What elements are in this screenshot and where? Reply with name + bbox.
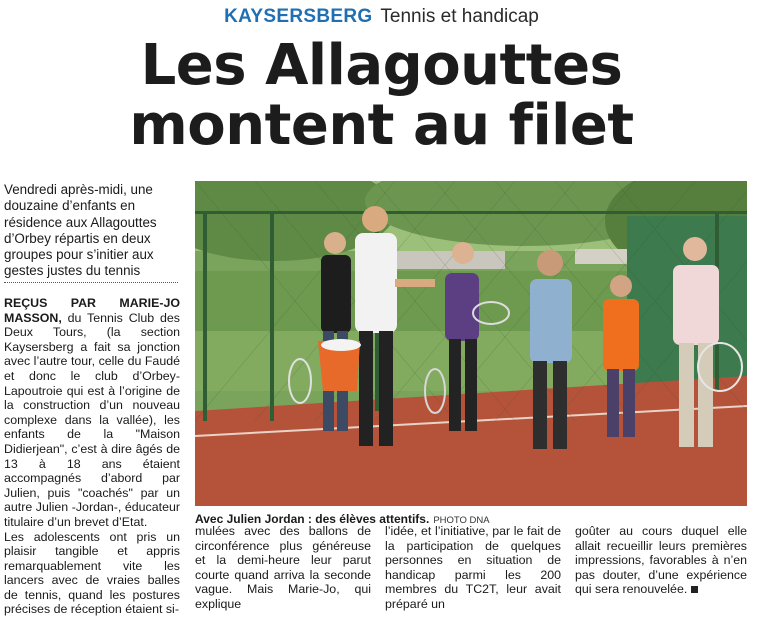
body-column-3: l’idée, et l’initiative, par le fait de la participation de quelques personnes en situation de handicap parmi les 200 membres du TC2T, leur avait préparé un [385, 524, 561, 611]
body-column-2: mulées avec des ballons de circonférence plus généreuse et la demi-heure leur parut courte quand arriva la seconde vague. Mais Marie-Jo, qui explique [195, 524, 371, 611]
body-column-4 [575, 524, 747, 597]
body-paragraph-1-text: du Tennis Club des Deux Tours, (la section Kaysersberg a fait sa jonction avec l’autre tour, celle du Faudé et donc le club d’Orbey-Lapoutroie qui est à l’origine de la construction d’un nouveau complexe dans la vallée), les enfants de la "Maison Didierjean", c’est à dire âgés de 13 à 18 ans étaient accompagnés d’abord par Julien, puis "coachés" par un autre Julien -Jordan-, éducateur titulaire d’un brevet d’Etat. [4, 310, 180, 529]
body-paragraph-2: Les adolescents ont pris un plaisir tangible et appris remarquablement vite les lancers avec de vraies balles de tennis, quand les postures précises de réception étaient si- [4, 529, 180, 617]
kicker-place: KAYSERSBERG [224, 6, 373, 27]
photo-credit: PHOTO DNA [433, 515, 490, 526]
dotted-separator [4, 282, 178, 283]
end-of-article-mark [691, 586, 698, 593]
byline: REÇUS PAR MARIE-JO MASSON, [4, 296, 180, 325]
body-column-1 [4, 296, 180, 617]
caption-text: Avec Julien Jordan : des élèves attentifs. [195, 512, 430, 526]
body-paragraph-1 [4, 296, 180, 530]
lead-paragraph: Vendredi après-midi, une douzaine d’enfants en résidence aux Allagouttes d’Orbey répartis en deux groupes pour s’initier aux gestes justes du tennis [4, 182, 157, 279]
body-column-4-text: goûter au cours duquel elle allait recueillir leurs premières impressions, favorables à n’en pas douter, d’une expérience qui sera renouvelée. [575, 524, 747, 597]
headline [0, 33, 763, 158]
article-kicker [0, 6, 763, 28]
kicker-topic: Tennis et handicap [380, 6, 539, 27]
headline-line-1: Les Allagouttes [140, 33, 623, 98]
headline-line-2: montent au filet [129, 93, 634, 158]
article-photo [195, 181, 747, 506]
